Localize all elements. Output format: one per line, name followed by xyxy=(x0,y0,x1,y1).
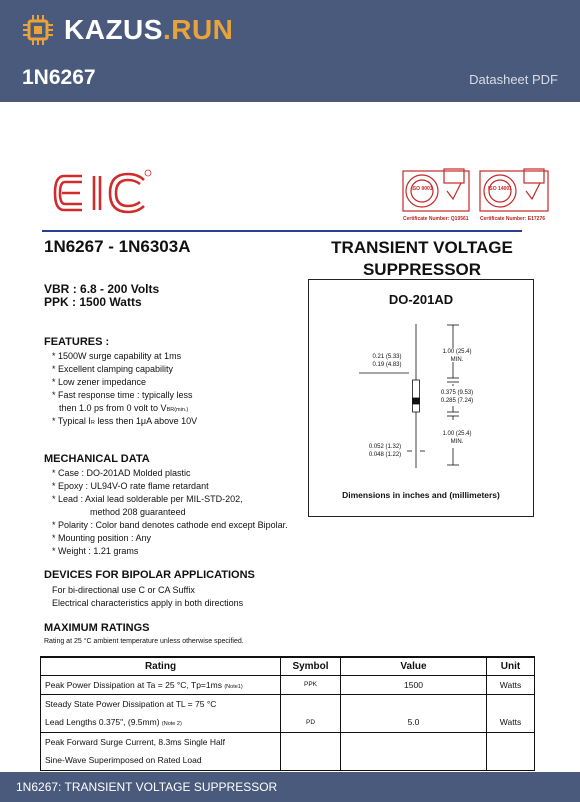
table-row xyxy=(41,732,535,751)
body-diameter-max: 0.21 (5.33) xyxy=(372,354,402,360)
mechanical-item: * Case : DO-201AD Molded plastic xyxy=(52,468,191,478)
mechanical-item: method 208 guaranteed xyxy=(90,507,186,517)
iso9001-text: ISO 9001 xyxy=(411,186,433,192)
body-length-dim xyxy=(435,389,479,405)
chip-icon xyxy=(22,14,54,46)
table-row xyxy=(41,675,535,694)
device-type-line-1: TRANSIENT VOLTAGE xyxy=(331,238,513,257)
footer-bar xyxy=(0,772,580,802)
brand-name xyxy=(64,14,233,46)
lead-length-bottom-value: 1.00 (25.4) xyxy=(442,431,472,437)
col-header-symbol: Symbol xyxy=(281,657,341,675)
feature-item: * Fast response time : typically less xyxy=(52,390,193,400)
package-caption: Dimensions in inches and (millimeters) xyxy=(342,490,500,500)
value-cell xyxy=(341,694,487,713)
ppk-spec xyxy=(44,295,142,309)
eic-logo xyxy=(52,168,152,218)
package-drawing xyxy=(309,320,533,470)
iso14001-text: ISO 14001 xyxy=(488,186,512,192)
symbol-cell: PPK xyxy=(281,675,341,694)
vbr-spec xyxy=(44,282,159,296)
col-header-value: Value xyxy=(341,657,487,675)
package-outline-box xyxy=(308,279,534,517)
unit-cell xyxy=(487,694,535,713)
footer-text: 1N6267: TRANSIENT VOLTAGE SUPPRESSOR xyxy=(16,780,278,794)
mechanical-item: * Mounting position : Any xyxy=(52,533,152,543)
rating-note: (Note 2) xyxy=(161,721,182,728)
symbol-cell xyxy=(281,732,341,751)
body-diameter-dim xyxy=(365,353,409,369)
rating-note: (Note1) xyxy=(224,683,243,690)
rating-cell: Steady State Power Dissipation at TL = 75 °C xyxy=(41,694,281,713)
rating-cell xyxy=(41,675,281,694)
vbr-value: : 6.8 - 200 Volts xyxy=(72,282,160,296)
lead-length-bottom-min: MIN. xyxy=(450,439,464,445)
feature-subscript: BR(min.) xyxy=(166,407,189,413)
mechanical-item: * Epoxy : UL94V-O rate flame retardant xyxy=(52,481,209,491)
unit-cell xyxy=(487,732,535,751)
rating-cell: Sine-Wave Superimposed on Rated Load xyxy=(41,751,281,770)
table-row xyxy=(41,694,535,713)
site-logo[interactable] xyxy=(22,14,233,46)
device-type-line-2: SUPPRESSOR xyxy=(362,260,482,279)
feature-item: * Excellent clamping capability xyxy=(52,364,174,374)
value-cell: 5.0 xyxy=(341,713,487,732)
body-length-max: 0.375 (9.53) xyxy=(440,390,474,396)
rating-cell xyxy=(41,713,281,732)
part-range-title: 1N6267 - 1N6303A xyxy=(44,237,191,256)
symbol-cell: PD xyxy=(281,713,341,732)
ppk-label: PPK xyxy=(44,295,69,309)
lead-wire-max: 0.052 (1.32) xyxy=(368,444,402,450)
symbol-cell xyxy=(281,694,341,713)
value-cell xyxy=(341,751,487,770)
bipolar-item: For bi-directional use C or CA Suffix xyxy=(52,585,195,595)
feature-text: A above 10V xyxy=(146,416,198,426)
lead-length-top-dim xyxy=(437,348,477,364)
feature-subscript: R xyxy=(90,420,95,426)
ppk-value: : 1500 Watts xyxy=(72,295,142,309)
mechanical-item: * Weight : 1.21 grams xyxy=(52,546,139,556)
ratings-header-row xyxy=(41,657,535,675)
mechanical-item: * Lead : Axial lead solderable per MIL-STD-202, xyxy=(52,494,243,504)
feature-item: * Low zener impedance xyxy=(52,377,147,387)
feature-text: less then 1 xyxy=(97,416,141,426)
bipolar-title: DEVICES FOR BIPOLAR APPLICATIONS xyxy=(44,569,255,581)
ratings-table xyxy=(40,656,535,771)
ratings-note: Rating at 25 °C ambient temperature unless otherwise specified. xyxy=(44,638,244,645)
top-banner xyxy=(0,0,580,102)
lead-wire-min: 0.048 (1.22) xyxy=(368,452,402,458)
features-title: FEATURES : xyxy=(44,336,110,348)
unit-cell: Watts xyxy=(487,713,535,732)
package-name: DO-201AD xyxy=(388,292,454,307)
cert-caption-1: Certificate Number: Q10561 xyxy=(403,216,469,222)
lead-length-top-min: MIN. xyxy=(450,357,464,363)
mu-symbol: μ xyxy=(140,416,147,426)
rating-cell: Peak Forward Surge Current, 8.3ms Single Half xyxy=(41,732,281,751)
unit-cell xyxy=(487,751,535,770)
cert-caption-2: Certificate Number: E17276 xyxy=(480,216,546,222)
lead-length-top-value: 1.00 (25.4) xyxy=(442,349,472,355)
unit-cell: Watts xyxy=(487,675,535,694)
col-header-rating: Rating xyxy=(41,657,281,675)
ratings-title: MAXIMUM RATINGS xyxy=(44,622,150,634)
rating-text: Peak Power Dissipation at Ta = 25 °C, Tp=1ms xyxy=(45,679,222,690)
feature-item: * 1500W surge capability at 1ms xyxy=(52,351,182,361)
col-header-unit: Unit xyxy=(487,657,535,675)
lead-wire-dim xyxy=(363,443,407,459)
bipolar-item: Electrical characteristics apply in both directions xyxy=(52,598,244,608)
value-cell xyxy=(341,732,487,751)
mechanical-item: * Polarity : Color band denotes cathode end except Bipolar. xyxy=(52,520,288,530)
body-diameter-min: 0.19 (4.83) xyxy=(372,362,402,368)
feature-text: * Typical I xyxy=(52,416,91,426)
lead-length-bottom-dim xyxy=(437,430,477,446)
datasheet-pdf-link[interactable]: Datasheet PDF xyxy=(469,72,558,87)
symbol-cell xyxy=(281,751,341,770)
feature-item xyxy=(52,415,197,430)
page-title: 1N6267 xyxy=(22,66,96,89)
body-length-min: 0.285 (7.24) xyxy=(440,398,474,404)
value-cell: 1500 xyxy=(341,675,487,694)
table-row xyxy=(41,751,535,770)
brand-main: KAZUS xyxy=(64,14,163,45)
table-row xyxy=(41,713,535,732)
feature-text: then 1.0 ps from 0 volt to V xyxy=(59,403,167,413)
header-divider xyxy=(42,230,522,232)
device-type-title xyxy=(308,237,536,281)
brand-domain: .RUN xyxy=(162,14,234,45)
rating-text: Lead Lengths 0.375", (9.5mm) xyxy=(45,717,160,728)
mechanical-title: MECHANICAL DATA xyxy=(44,453,150,465)
vbr-label: VBR xyxy=(44,282,70,296)
